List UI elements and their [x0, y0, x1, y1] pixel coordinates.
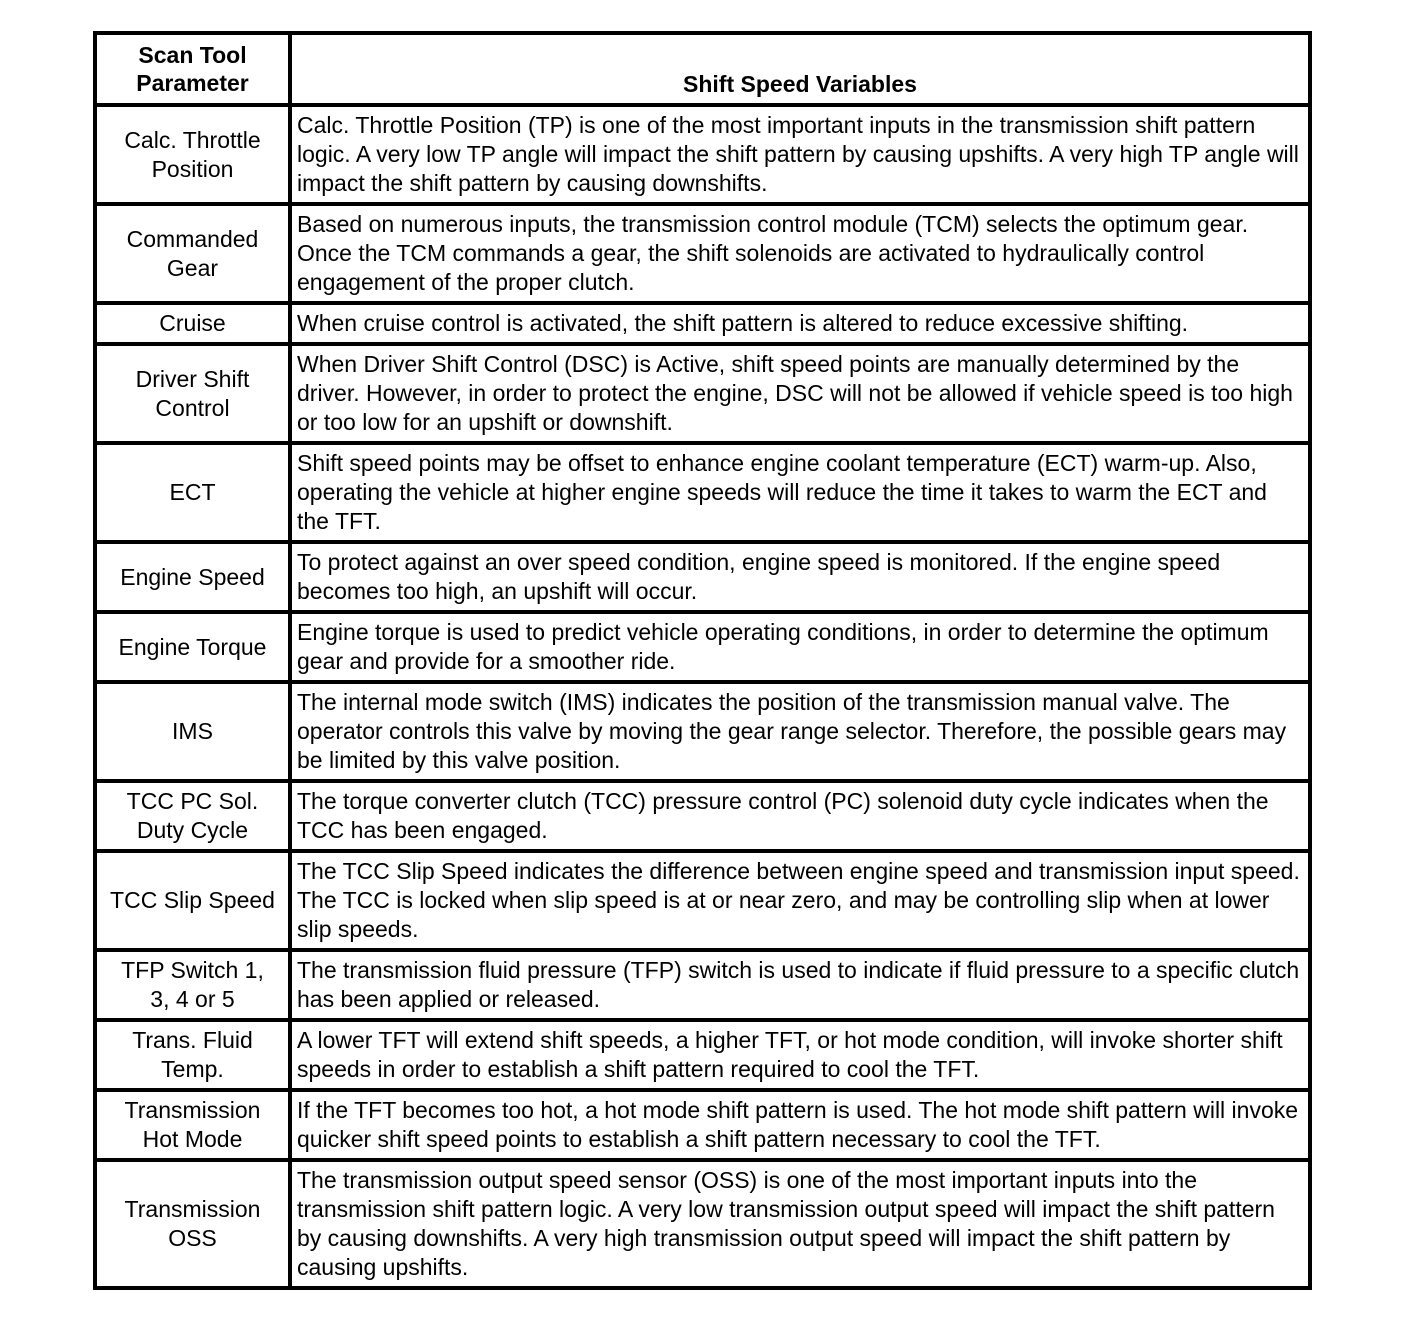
description-cell: If the TFT becomes too hot, a hot mode shift pattern is used. The hot mode shift pattern will invoke quicker shift speed points to establish a shift pattern necessary to cool the TFT. — [290, 1090, 1310, 1160]
table-row — [95, 851, 1310, 950]
description-cell: The internal mode switch (IMS) indicates the position of the transmission manual valve. The operator controls this valve by moving the gear range selector. Therefore, the possible gears may be limited by this valve position. — [290, 682, 1310, 781]
parameter-cell: Commanded Gear — [95, 204, 290, 303]
table-header — [95, 33, 1310, 105]
table-row — [95, 542, 1310, 612]
parameter-cell: Engine Speed — [95, 542, 290, 612]
parameter-cell: Trans. Fluid Temp. — [95, 1020, 290, 1090]
parameter-cell: Transmission Hot Mode — [95, 1090, 290, 1160]
parameter-cell: Calc. Throttle Position — [95, 105, 290, 204]
column-header-parameter: Scan Tool Parameter — [95, 33, 290, 105]
parameter-cell: IMS — [95, 682, 290, 781]
parameter-cell: Driver Shift Control — [95, 344, 290, 443]
description-cell: The transmission fluid pressure (TFP) switch is used to indicate if fluid pressure to a specific clutch has been applied or released. — [290, 950, 1310, 1020]
parameter-cell: Engine Torque — [95, 612, 290, 682]
table-row — [95, 781, 1310, 851]
table-row — [95, 1090, 1310, 1160]
description-cell: A lower TFT will extend shift speeds, a higher TFT, or hot mode condition, will invoke shorter shift speeds in order to establish a shift pattern required to cool the TFT. — [290, 1020, 1310, 1090]
header-row — [95, 33, 1310, 105]
table-body — [95, 105, 1310, 1288]
table-row — [95, 344, 1310, 443]
description-cell: The TCC Slip Speed indicates the difference between engine speed and transmission input speed. The TCC is locked when slip speed is at or near zero, and may be controlling slip when at lower slip speeds. — [290, 851, 1310, 950]
description-cell: Engine torque is used to predict vehicle operating conditions, in order to determine the optimum gear and provide for a smoother ride. — [290, 612, 1310, 682]
table-row — [95, 1020, 1310, 1090]
table-row — [95, 682, 1310, 781]
description-cell: The transmission output speed sensor (OSS) is one of the most important inputs into the transmission shift pattern logic. A very low transmission output speed will impact the shift pattern by causing downshifts. A very high transmission output speed will impact the shift pattern by causing upshifts. — [290, 1160, 1310, 1288]
table-row — [95, 1160, 1310, 1288]
parameter-cell: TCC Slip Speed — [95, 851, 290, 950]
description-cell: Shift speed points may be offset to enhance engine coolant temperature (ECT) warm-up. Also, operating the vehicle at higher engine speeds will reduce the time it takes to warm the ECT and the TFT. — [290, 443, 1310, 542]
parameter-cell: Cruise — [95, 303, 290, 344]
parameter-cell: TFP Switch 1, 3, 4 or 5 — [95, 950, 290, 1020]
column-header-variables: Shift Speed Variables — [290, 33, 1310, 105]
description-cell: Calc. Throttle Position (TP) is one of the most important inputs in the transmission shift pattern logic. A very low TP angle will impact the shift pattern by causing upshifts. A very high TP angle will impact the shift pattern by causing downshifts. — [290, 105, 1310, 204]
table-row — [95, 204, 1310, 303]
parameter-cell: Transmission OSS — [95, 1160, 290, 1288]
shift-speed-variables-table — [93, 31, 1312, 1290]
table-row — [95, 105, 1310, 204]
parameter-cell: TCC PC Sol. Duty Cycle — [95, 781, 290, 851]
description-cell: When cruise control is activated, the shift pattern is altered to reduce excessive shifting. — [290, 303, 1310, 344]
description-cell: The torque converter clutch (TCC) pressure control (PC) solenoid duty cycle indicates when the TCC has been engaged. — [290, 781, 1310, 851]
parameter-cell: ECT — [95, 443, 290, 542]
table-row — [95, 443, 1310, 542]
description-cell: To protect against an over speed condition, engine speed is monitored. If the engine speed becomes too high, an upshift will occur. — [290, 542, 1310, 612]
description-cell: When Driver Shift Control (DSC) is Active, shift speed points are manually determined by the driver. However, in order to protect the engine, DSC will not be allowed if vehicle speed is too high or too low for an upshift or downshift. — [290, 344, 1310, 443]
table-row — [95, 612, 1310, 682]
table-row — [95, 950, 1310, 1020]
table-row — [95, 303, 1310, 344]
description-cell: Based on numerous inputs, the transmission control module (TCM) selects the optimum gear. Once the TCM commands a gear, the shift solenoids are activated to hydraulically control engagement of the proper clutch. — [290, 204, 1310, 303]
